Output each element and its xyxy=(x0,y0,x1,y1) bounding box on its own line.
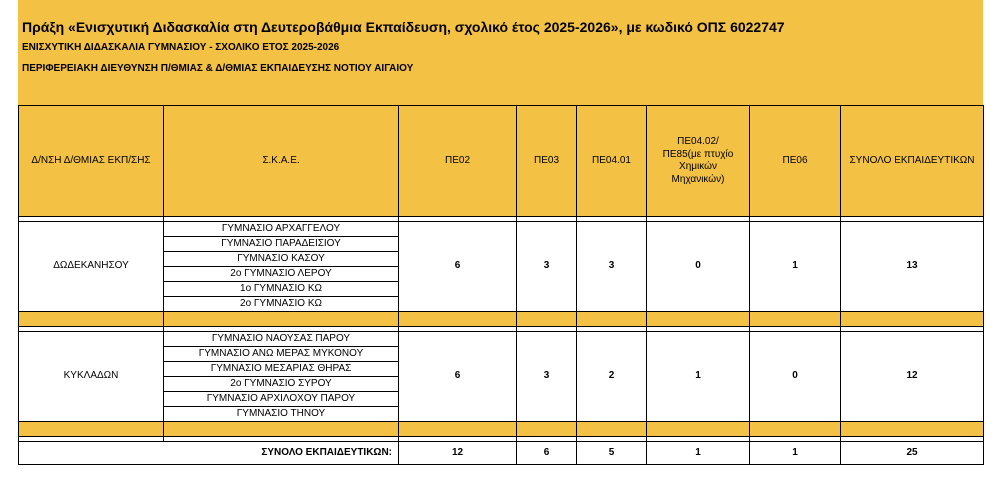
school-cell: 1ο ΓΥΜΝΑΣΙΟ ΚΩ xyxy=(164,282,399,297)
pe0402-cell: 0 xyxy=(647,222,750,312)
directorate-cell: ΚΥΚΛΑΔΩΝ xyxy=(19,332,164,422)
pe02-cell: 6 xyxy=(399,222,517,312)
document-header xyxy=(18,0,983,105)
totals-row xyxy=(19,442,984,465)
school-cell: 2ο ΓΥΜΝΑΣΙΟ ΚΩ xyxy=(164,297,399,312)
total-pe03: 6 xyxy=(517,442,577,465)
document-title: Πράξη «Ενισχυτική Διδασκαλία στη Δευτεροβάθμια Εκπαίδευση, σχολικό έτος 2025-2026», με κωδικό ΟΠΣ 6022747 xyxy=(22,19,785,35)
totals-label: ΣΥΝΟΛΟ ΕΚΠΑΙΔΕΥΤΙΚΩΝ: xyxy=(19,442,399,465)
total-all: 25 xyxy=(841,442,984,465)
col-header-pe0402: ΠΕ04.02/ ΠΕ85(με πτυχίο Χημικών Μηχανικών) xyxy=(647,106,750,217)
total-cell: 13 xyxy=(841,222,984,312)
school-cell: ΓΥΜΝΑΣΙΟ ΜΕΣΑΡΙΑΣ ΘΗΡΑΣ xyxy=(164,362,399,377)
pe06-cell: 0 xyxy=(750,332,841,422)
pe06-cell: 1 xyxy=(750,222,841,312)
table-row xyxy=(19,222,984,237)
directorate-cell: ΔΩΔΕΚΑΝΗΣΟΥ xyxy=(19,222,164,312)
total-pe0402: 1 xyxy=(647,442,750,465)
col-header-pe02: ΠΕ02 xyxy=(399,106,517,217)
group-separator xyxy=(19,312,984,327)
pe0402-cell: 1 xyxy=(647,332,750,422)
total-pe0401: 5 xyxy=(577,442,647,465)
col-header-pe03: ΠΕ03 xyxy=(517,106,577,217)
school-cell: 2ο ΓΥΜΝΑΣΙΟ ΛΕΡΟΥ xyxy=(164,267,399,282)
pe03-cell: 3 xyxy=(517,222,577,312)
document-subtitle-directorate: ΠΕΡΙΦΕΡΕΙΑΚΗ ΔΙΕΥΘΥΝΣΗ Π/ΘΜΙΑΣ & Δ/ΘΜΙΑΣ ΕΚΠΑΙΔΕΥΣΗΣ ΝΟΤΙΟΥ ΑΙΓΑΙΟΥ xyxy=(22,63,414,74)
school-cell: ΓΥΜΝΑΣΙΟ ΑΝΩ ΜΕΡΑΣ ΜΥΚΟΝΟΥ xyxy=(164,347,399,362)
group-separator xyxy=(19,422,984,437)
staff-allocation-table xyxy=(18,105,984,465)
col-header-skae: Σ.Κ.Α.Ε. xyxy=(164,106,399,217)
pe02-cell: 6 xyxy=(399,332,517,422)
col-header-pe0401: ΠΕ04.01 xyxy=(577,106,647,217)
school-cell: 2ο ΓΥΜΝΑΣΙΟ ΣΥΡΟΥ xyxy=(164,377,399,392)
pe0401-cell: 2 xyxy=(577,332,647,422)
total-cell: 12 xyxy=(841,332,984,422)
school-cell: ΓΥΜΝΑΣΙΟ ΑΡΧΙΛΟΧΟΥ ΠΑΡΟΥ xyxy=(164,392,399,407)
document-subtitle-program: ΕΝΙΣΧΥΤΙΚΗ ΔΙΔΑΣΚΑΛΙΑ ΓΥΜΝΑΣΙΟΥ - ΣΧΟΛΙΚΟ ΕΤΟΣ 2025-2026 xyxy=(22,42,340,53)
school-cell: ΓΥΜΝΑΣΙΟ ΑΡΧΑΓΓΕΛΟΥ xyxy=(164,222,399,237)
total-pe02: 12 xyxy=(399,442,517,465)
school-cell: ΓΥΜΝΑΣΙΟ ΚΑΣΟΥ xyxy=(164,252,399,267)
table-row xyxy=(19,332,984,347)
col-header-pe06: ΠΕ06 xyxy=(750,106,841,217)
school-cell: ΓΥΜΝΑΣΙΟ ΤΗΝΟΥ xyxy=(164,407,399,422)
col-header-total: ΣΥΝΟΛΟ ΕΚΠΑΙΔΕΥΤΙΚΩΝ xyxy=(841,106,984,217)
total-pe06: 1 xyxy=(750,442,841,465)
school-cell: ΓΥΜΝΑΣΙΟ ΠΑΡΑΔΕΙΣΙΟΥ xyxy=(164,237,399,252)
col-header-directorate: Δ/ΝΣΗ Δ/ΘΜΙΑΣ ΕΚΠ/ΣΗΣ xyxy=(19,106,164,217)
pe03-cell: 3 xyxy=(517,332,577,422)
table-header-row xyxy=(19,106,984,217)
pe0401-cell: 3 xyxy=(577,222,647,312)
school-cell: ΓΥΜΝΑΣΙΟ ΝΑΟΥΣΑΣ ΠΑΡΟΥ xyxy=(164,332,399,347)
